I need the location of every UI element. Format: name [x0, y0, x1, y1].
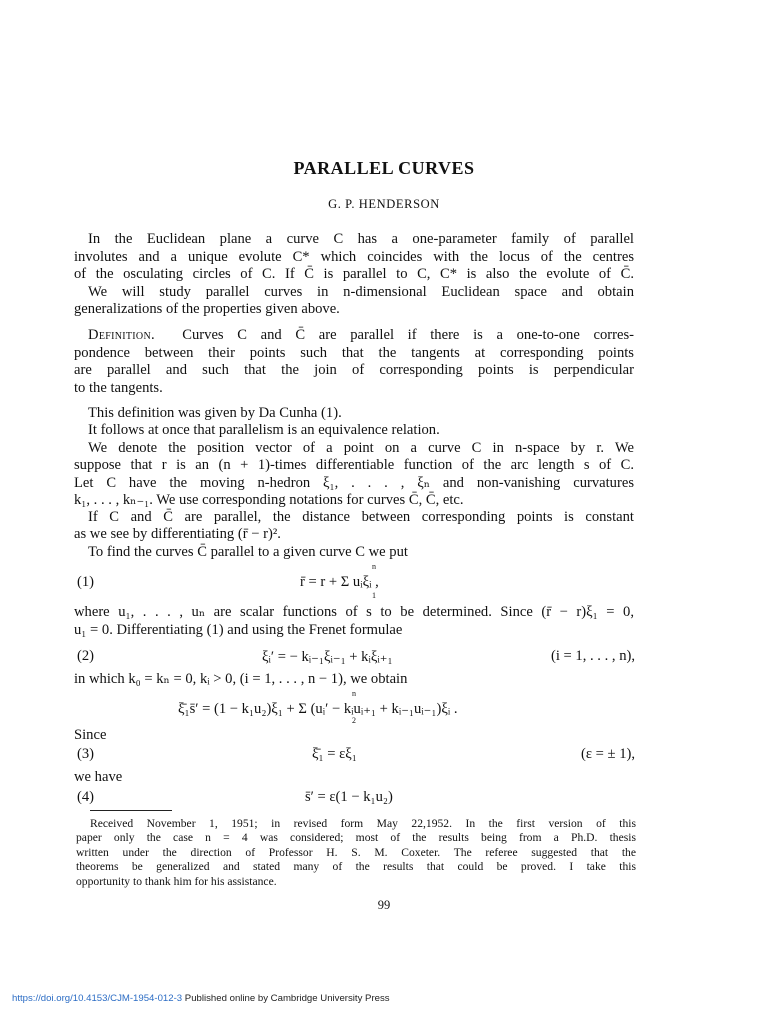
footnote-line: opportunity to thank him for his assistance. — [76, 875, 277, 888]
sum-lower-limit: 2 — [352, 716, 356, 725]
body-line: Since — [74, 727, 107, 743]
equation-number: (4) — [77, 789, 95, 805]
body-line: In the Euclidean plane a curve C has a one-parameter family of parallel — [88, 231, 634, 247]
body-line: of the osculating circles of C. If C̄ is parallel to C, C* is also the evolute of C̄. — [74, 266, 634, 282]
body-line: k₁, . . . , kₙ₋₁. We use corresponding notations for curves C̄, C̄, etc. — [74, 492, 464, 508]
equation-number: (1) — [77, 574, 95, 590]
footnote-line: paper only the case n = 4 was considered; most of the results being from a Ph.D. thesis — [76, 831, 636, 844]
body-line: It follows at once that parallelism is an equivalence relation. — [88, 422, 440, 438]
equation-number: (3) — [77, 746, 95, 762]
footnote-line: Received November 1, 1951; in revised form May 22,1952. In the first version of this — [90, 817, 636, 830]
sum-upper-limit: n — [372, 562, 376, 571]
body-line: If C and C̄ are parallel, the distance between corresponding points is constant — [88, 509, 634, 525]
footnote-line: theorems be generalized and stated many of the results that could be proved. I take this — [76, 860, 636, 873]
footnote-rule — [90, 810, 172, 811]
body-line: We denote the position vector of a point on a curve C in n-space by r. We — [88, 440, 634, 456]
equation-number: (2) — [77, 648, 95, 664]
body-line: u₁ = 0. Differentiating (1) and using the Frenet formulae — [74, 622, 403, 638]
body-line: suppose that r is an (n + 1)-times differentiable function of the arc length s of C. — [74, 457, 634, 473]
paper-title: PARALLEL CURVES — [293, 158, 475, 178]
body-line: pondence between their points such that the tangents at corresponding points — [74, 345, 634, 361]
footnote-line: written under the direction of Professor H. S. M. Coxeter. The referee suggested that the — [76, 846, 636, 859]
body-line: generalizations of the properties given above. — [74, 301, 340, 317]
doi-link[interactable]: https://doi.org/10.4153/CJM-1954-012-3 — [12, 993, 183, 1004]
page-number: 99 — [377, 898, 391, 912]
body-line: in which k₀ = kₙ = 0, kᵢ > 0, (i = 1, . . . , n − 1), we obtain — [74, 671, 408, 687]
equation-3: ξ̄₁ = εξ₁ — [312, 746, 357, 762]
body-line: where u₁, . . . , uₙ are scalar functions of s to be determined. Since (r̄ − r)ξ₁ = 0, — [74, 604, 634, 620]
body-line: This definition was given by Da Cunha (1). — [88, 405, 342, 421]
body-line: we have — [74, 769, 123, 785]
equation-2: ξᵢ′ = − kᵢ₋₁ξᵢ₋₁ + kᵢξᵢ₊₁ — [262, 649, 393, 665]
body-line: involutes and a unique evolute C* which coincides with the locus of the centres — [74, 249, 634, 265]
body-line: as we see by differentiating (r̄ − r)². — [74, 526, 281, 542]
body-line: are parallel and such that the join of corresponding points is perpendicular — [74, 362, 634, 378]
definition-label: Definition. — [88, 327, 155, 343]
equation-1: r̄ = r + Σ uᵢξᵢ , — [300, 574, 379, 590]
equation-condition: (i = 1, . . . , n), — [550, 648, 635, 664]
body-line: to the tangents. — [74, 380, 163, 396]
equation-4: s̄′ = ε(1 − k₁u₂) — [305, 789, 393, 805]
author: G. P. HENDERSON — [328, 197, 440, 211]
published-online-text: Published online by Cambridge University Press — [182, 993, 390, 1004]
body-line: To find the curves C̄ parallel to a given curve C we put — [88, 544, 408, 560]
definition-line: Definition. Curves C and C̄ are parallel if there is a one-to-one corres- — [88, 327, 634, 343]
body-line: Let C have the moving n-hedron ξ₁, . . . , ξₙ and non-vanishing curvatures — [74, 475, 634, 491]
sum-lower-limit: 1 — [372, 591, 376, 600]
equation-condition: (ε = ± 1), — [581, 746, 635, 762]
publisher-footer — [12, 993, 390, 1004]
body-line: We will study parallel curves in n-dimensional Euclidean space and obtain — [88, 284, 634, 300]
sum-upper-limit: n — [352, 689, 356, 698]
equation-unnumbered: ξ̄₁s̄′ = (1 − k₁u₂)ξ₁ + Σ (uᵢ′ − kᵢuᵢ₊₁ + kᵢ₋₁uᵢ₋₁)ξᵢ . — [178, 701, 458, 717]
